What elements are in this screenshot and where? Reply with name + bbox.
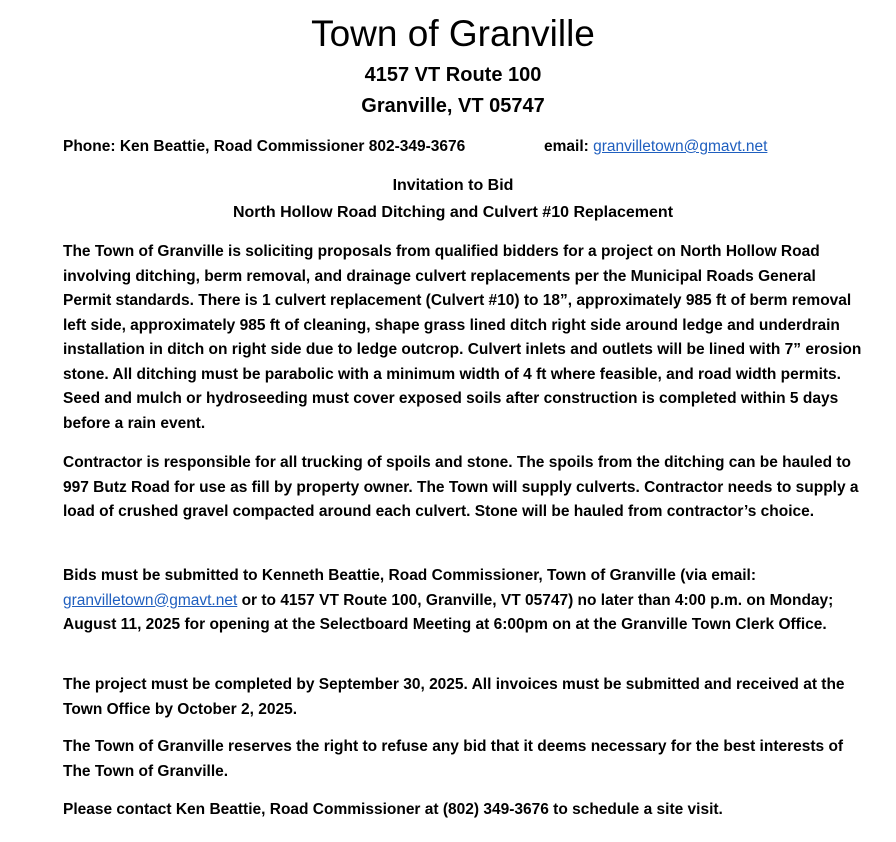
rights-paragraph: The Town of Granville reserves the right to refuse any bid that it deems necessary for the best interests of The Town of Granville. xyxy=(63,738,844,780)
deadline-paragraph: The project must be completed by September 30, 2025. All invoices must be submitted and received at the Town Office by October 2, 2025. xyxy=(63,676,845,718)
submission-text-end: or to 4157 VT Route 100, Granville, VT 05747) no later than 4:00 p.m. on Monday; August 11, 2025 for opening at the Selectboard Meeting at 6:00pm on at the Granville Town Clerk Office. xyxy=(63,591,834,633)
address-city-state: Granville, VT 05747 xyxy=(361,95,545,117)
submission-paragraph xyxy=(63,564,863,638)
submission-email-link[interactable]: granvilletown@gmavt.net xyxy=(63,591,238,609)
site-visit-paragraph: Please contact Ken Beattie, Road Commissioner at (802) 349-3676 to schedule a site visit. xyxy=(63,801,723,818)
town-title: Town of Granville xyxy=(311,13,595,54)
project-subheading: North Hollow Road Ditching and Culvert #10 Replacement xyxy=(232,204,674,221)
email-label: email: xyxy=(544,138,589,155)
email-block xyxy=(544,136,767,158)
scope-paragraph: The Town of Granville is soliciting proposals from qualified bidders for a project on North Hollow Road involving ditching, berm removal, and drainage culvert replacements per the Municipal Roads General Permit standards. There is 1 culvert replacement (Culvert #10) to 18”, approximately 985 ft of berm removal left side, approximately 985 ft of cleaning, shape grass lined ditch right side around ledge and underdrain installation in ditch on right side due to ledge outcrop. Culvert inlets and outlets will be lined with 7” erosion stone. All ditching must be parabolic with a minimum width of 4 ft where feasible, and road width permits. Seed and mulch or hydroseeding must cover exposed soils after construction is completed within 5 days before a rain event. xyxy=(63,243,862,432)
email-link[interactable]: granvilletown@gmavt.net xyxy=(593,138,768,155)
contact-line xyxy=(63,136,876,158)
address-street: 4157 VT Route 100 xyxy=(364,64,542,86)
invitation-heading: Invitation to Bid xyxy=(392,177,514,194)
phone-text: Phone: Ken Beattie, Road Commissioner 802-349-3676 xyxy=(63,138,466,155)
contractor-paragraph: Contractor is responsible for all trucking of spoils and stone. The spoils from the ditching can be hauled to 997 Butz Road for use as fill by property owner. The Town will supply culverts. Contractor needs to supply a load of crushed gravel compacted around each culvert. Stone will be hauled from contractor’s choice. xyxy=(63,454,859,520)
submission-text-start: Bids must be submitted to Kenneth Beattie, Road Commissioner, Town of Granville (via email: xyxy=(63,567,757,584)
